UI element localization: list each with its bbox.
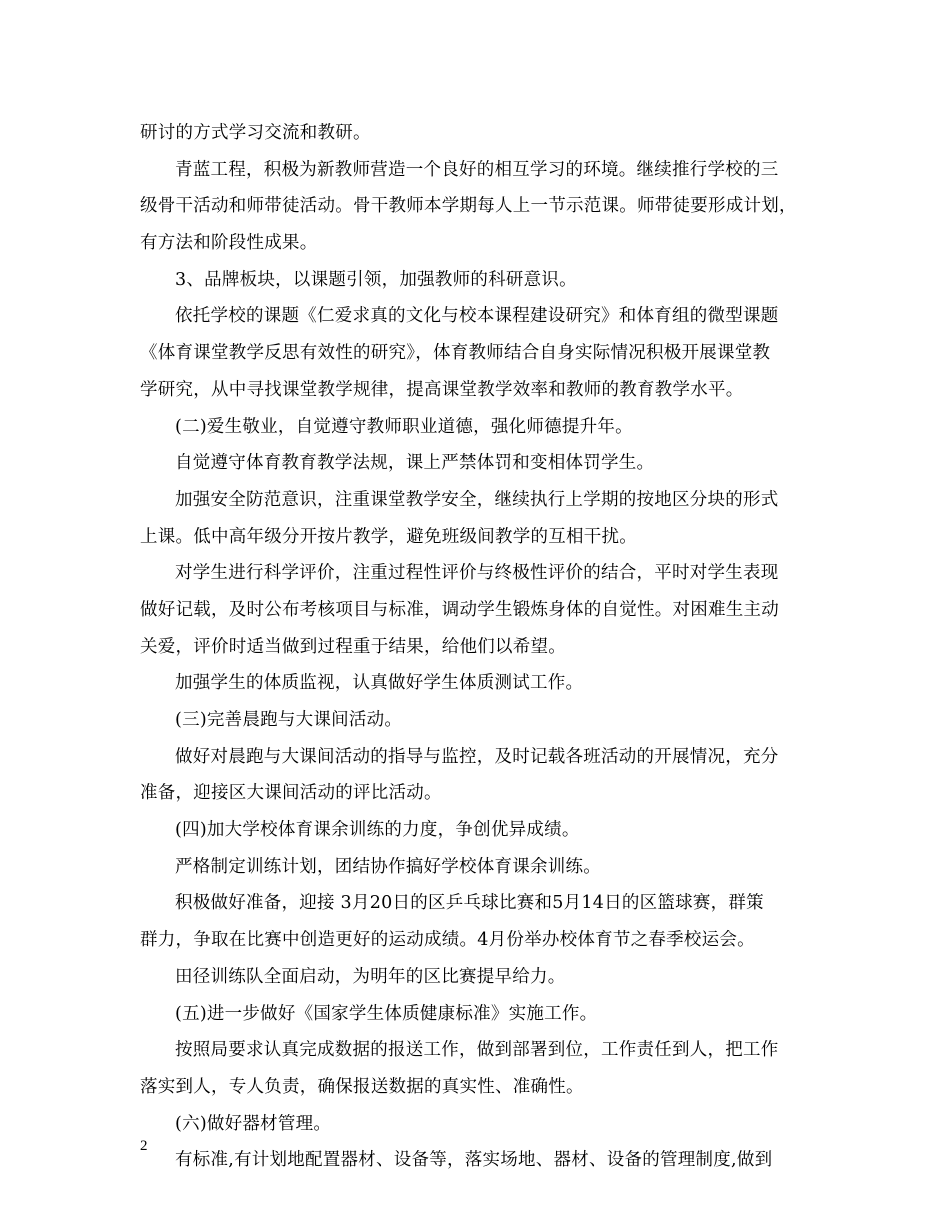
text-line: 关爱，评价时适当做到过程重于结果，给他们以希望。 — [140, 636, 566, 657]
text-line: 加强安全防范意识，注重课堂教学安全，继续执行上学期的按地区分块的形式 — [175, 489, 779, 510]
text-line: 加强学生的体质监视，认真做好学生体质测试工作。 — [175, 673, 584, 694]
text-line: 按照局要求认真完成数据的报送工作，做到部署到位，工作责任到人，把工作 — [175, 1040, 779, 1061]
text-line: 《体育课堂教学反思有效性的研究》，体育教师结合自身实际情况积极开展课堂教 — [140, 343, 771, 364]
text-line: 积极做好准备，迎接 3月20日的区乒乓球比赛和5月14日的区篮球赛，群策 — [175, 893, 764, 914]
text-line: 田径训练队全面启动，为明年的区比赛提早给力。 — [175, 966, 566, 987]
text-line: 有方法和阶段性成果。 — [140, 233, 318, 254]
text-line: 自觉遵守体育教育教学法规，课上严禁体罚和变相体罚学生。 — [175, 453, 655, 474]
text-line: 严格制定训练计划，团结协作搞好学校体育课余训练。 — [175, 856, 601, 877]
text-line: (四)加大学校体育课余训练的力度，争创优异成绩。 — [175, 820, 580, 841]
text-line: (六)做好器材管理。 — [175, 1113, 332, 1134]
text-line: 群力，争取在比赛中创造更好的运动成绩。4月份举办校体育节之春季校运会。 — [140, 930, 755, 951]
text-line: 准备，迎接区大课间活动的评比活动。 — [140, 783, 442, 804]
document-body — [140, 115, 820, 1179]
page-number: 2 — [140, 1138, 148, 1154]
text-line: 3、品牌板块，以课题引领，加强教师的科研意识。 — [175, 269, 577, 290]
text-line: 级骨干活动和师带徒活动。骨干教师本学期每人上一节示范课。师带徒要形成计划， — [140, 196, 797, 217]
text-line: 研讨的方式学习交流和教研。 — [140, 123, 371, 143]
text-line: 依托学校的课题《仁爱求真的文化与校本课程建设研究》和体育组的微型课题 — [175, 306, 779, 327]
text-line: 青蓝工程，积极为新教师营造一个良好的相互学习的环境。继续推行学校的三 — [175, 159, 779, 180]
text-line: 有标准,有计划地配置器材、设备等，落实场地、器材、设备的管理制度,做到 — [175, 1150, 773, 1171]
text-line: 对学生进行科学评价，注重过程性评价与终极性评价的结合，平时对学生表现 — [175, 563, 779, 584]
text-line: (三)完善晨跑与大课间活动。 — [175, 710, 403, 730]
text-line: 学研究，从中寻找课堂教学规律，提高课堂教学效率和教师的教育教学水平。 — [140, 379, 744, 400]
text-line: 做好对晨跑与大课间活动的指导与监控，及时记载各班活动的开展情况，充分 — [175, 746, 779, 767]
text-line: 做好记载，及时公布考核项目与标准，调动学生锻炼身体的自觉性。对困难生主动 — [140, 599, 779, 620]
text-line: (二)爱生敬业，自觉遵守教师职业道德，强化师德提升年。 — [175, 416, 633, 437]
text-line: 上课。低中高年级分开按片教学，避免班级间教学的互相干扰。 — [140, 526, 637, 547]
text-line: 落实到人，专人负责，确保报送数据的真实性、准确性。 — [140, 1076, 584, 1097]
text-line: (五)进一步做好《国家学生体质健康标准》实施工作。 — [175, 1003, 598, 1024]
